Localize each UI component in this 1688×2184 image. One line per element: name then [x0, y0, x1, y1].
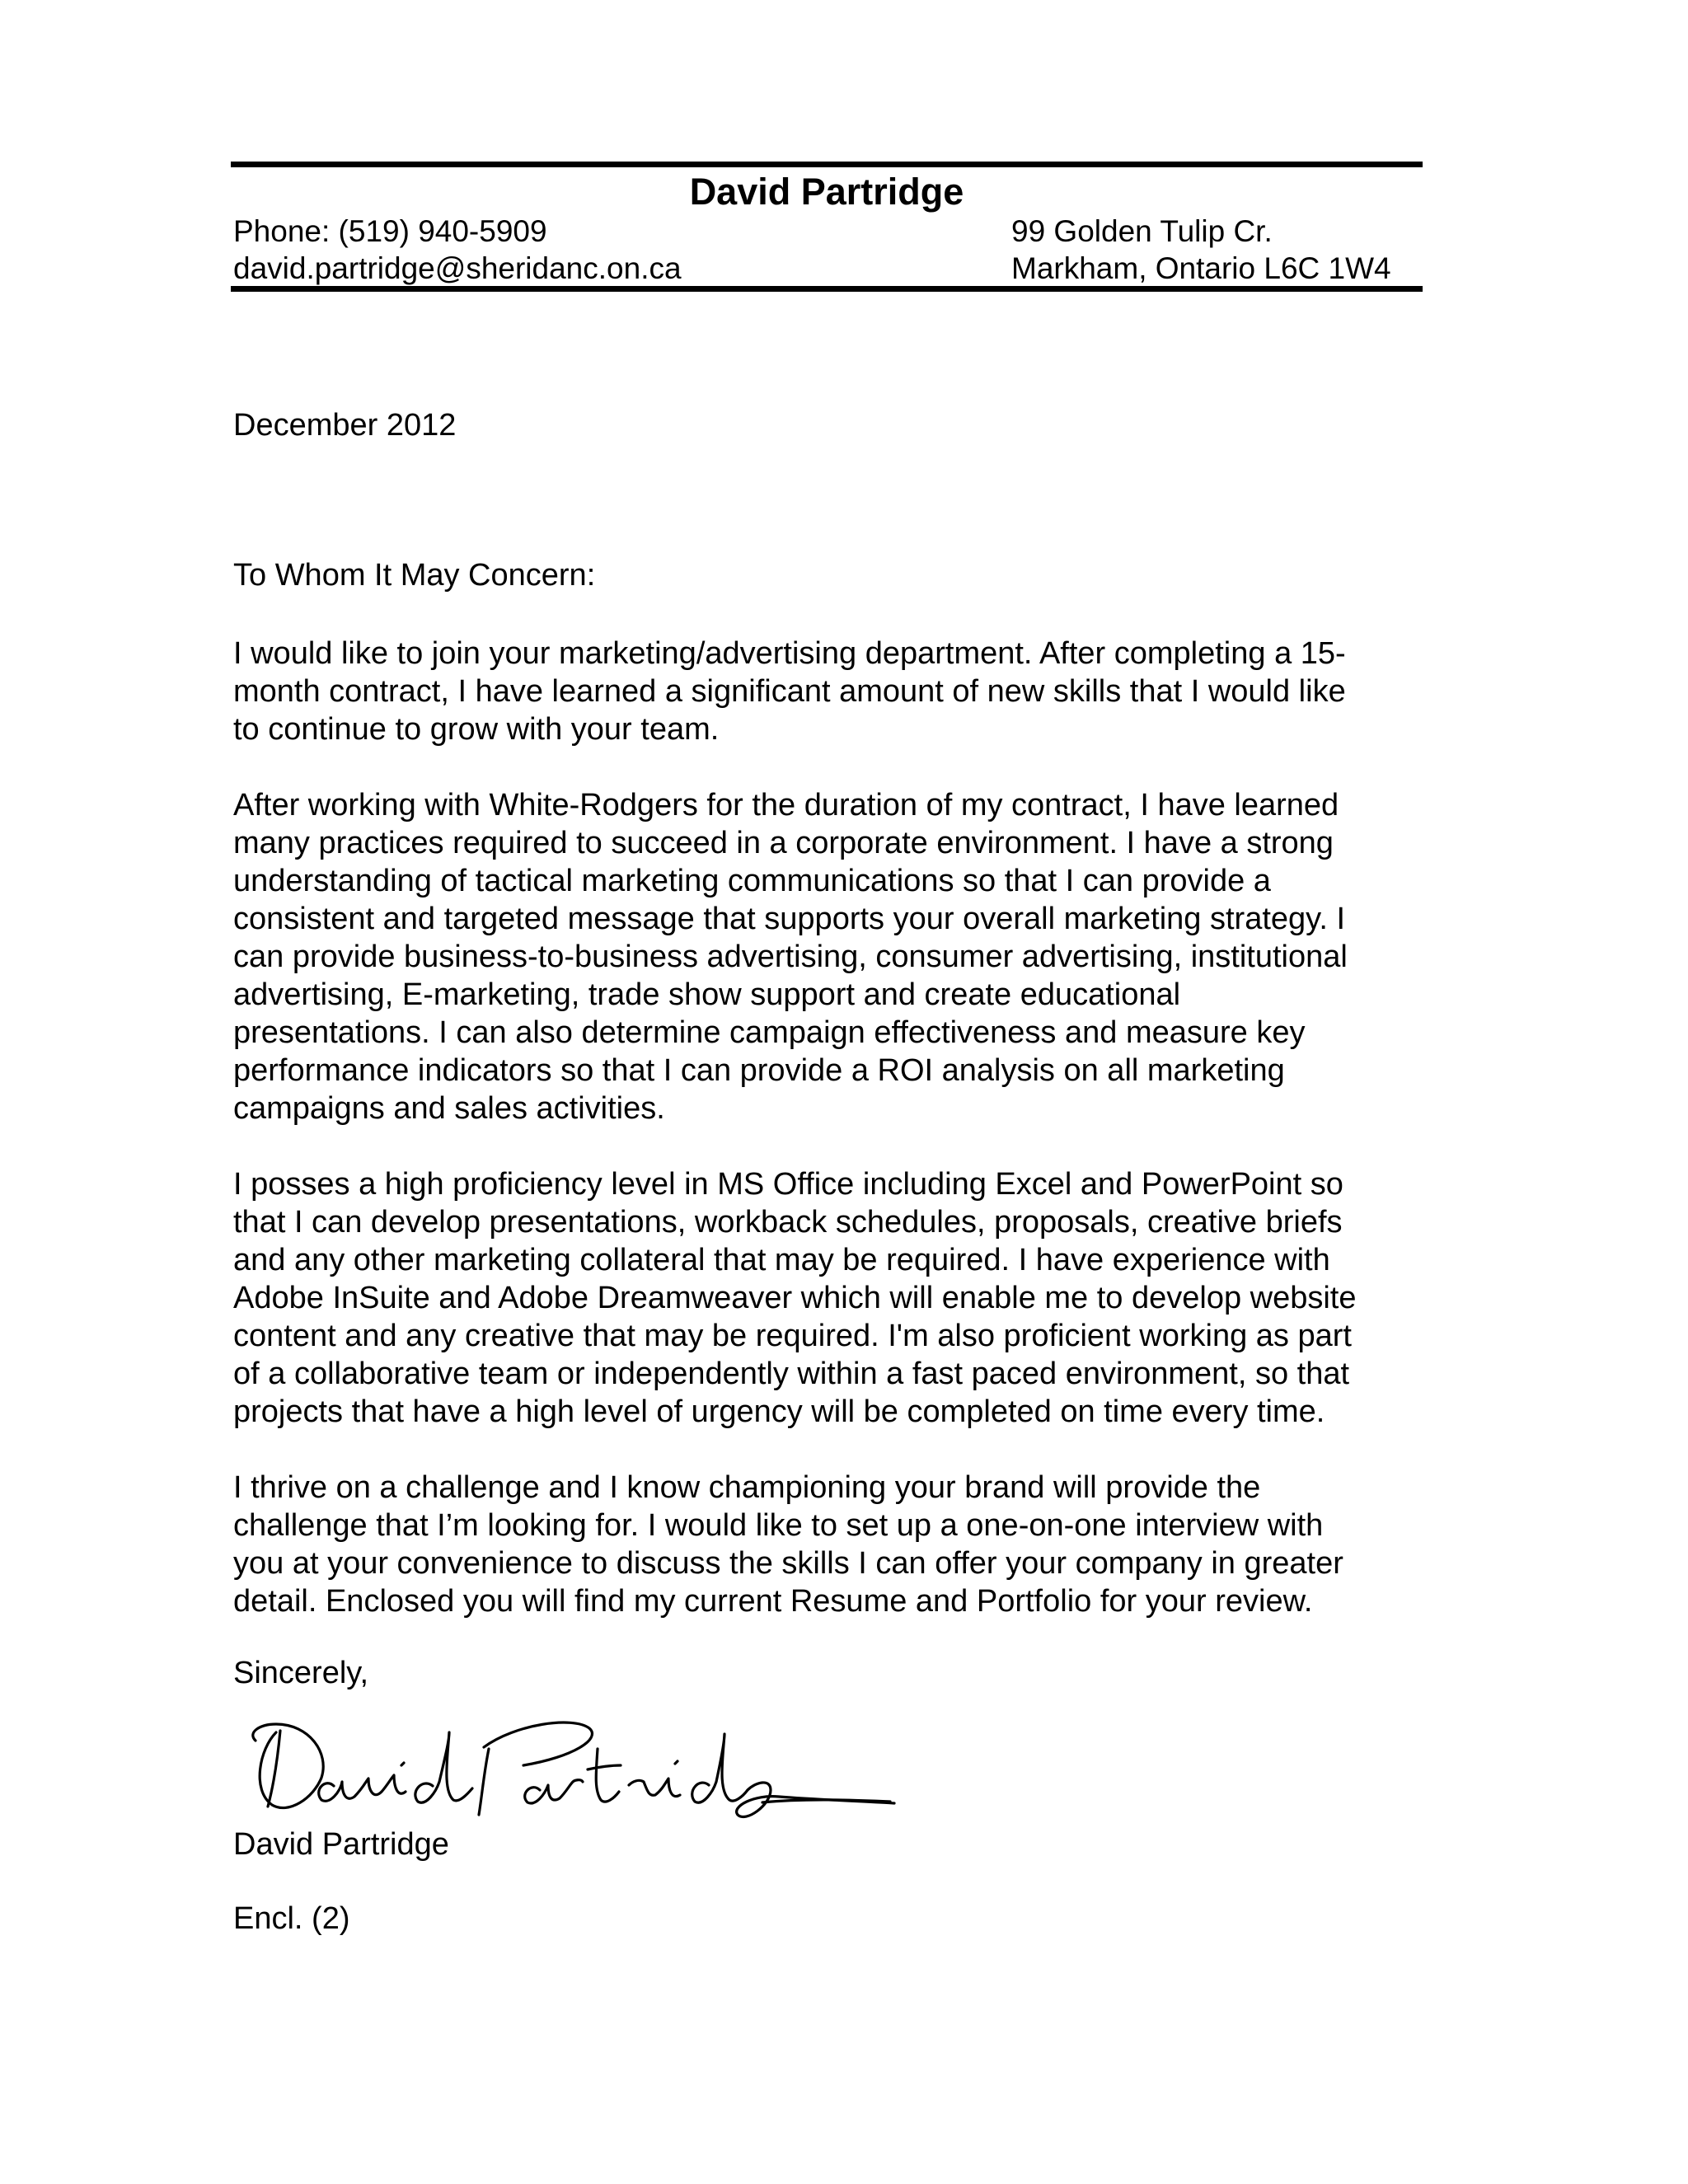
- body-line: After working with White-Rodgers for the duration of my contract, I have learned: [233, 788, 1339, 823]
- body-line: consistent and targeted message that supports your overall marketing strategy. I: [233, 902, 1345, 936]
- body-paragraph-2: [233, 786, 1428, 1127]
- body-line: challenge that I’m looking for. I would like to set up a one-on-one interview with: [233, 1508, 1324, 1543]
- body-line: can provide business-to-business advertising, consumer advertising, institutional: [233, 940, 1348, 974]
- body-line: detail. Enclosed you will find my current Resume and Portfolio for your review.: [233, 1584, 1313, 1619]
- sender-phone: Phone: (519) 940-5909: [233, 214, 547, 248]
- body-line: content and any creative that may be required. I'm also proficient working as part: [233, 1319, 1352, 1353]
- body-line: presentations. I can also determine campaign effectiveness and measure key: [233, 1015, 1306, 1050]
- body-line: I would like to join your marketing/advertising department. After completing a 15-: [233, 636, 1346, 671]
- enclosure-note: Encl. (2): [233, 1901, 350, 1936]
- signed-name: David Partridge: [233, 1827, 449, 1862]
- sender-address-line2: Markham, Ontario L6C 1W4: [1011, 251, 1391, 285]
- body-line: performance indicators so that I can provide a ROI analysis on all marketing: [233, 1053, 1285, 1088]
- contact-right-block: [1011, 213, 1391, 287]
- sender-name-heading: David Partridge: [689, 171, 964, 213]
- header-bottom-rule: [231, 286, 1423, 292]
- letter-closing: Sincerely,: [233, 1656, 369, 1690]
- body-line: month contract, I have learned a significant amount of new skills that I would like: [233, 674, 1346, 709]
- body-line: I thrive on a challenge and I know championing your brand will provide the: [233, 1470, 1261, 1505]
- body-line: that I can develop presentations, workback schedules, proposals, creative briefs: [233, 1205, 1343, 1240]
- body-paragraph-1: [233, 635, 1428, 748]
- contact-left-block: [233, 213, 682, 287]
- body-line: Adobe InSuite and Adobe Dreamweaver which will enable me to develop website: [233, 1281, 1357, 1315]
- body-paragraph-4: [233, 1469, 1428, 1620]
- handwritten-signature: [243, 1699, 903, 1823]
- body-line: understanding of tactical marketing communications so that I can provide a: [233, 864, 1271, 898]
- header-top-rule: [231, 162, 1423, 167]
- body-line: many practices required to succeed in a corporate environment. I have a strong: [233, 826, 1334, 860]
- body-line: and any other marketing collateral that may be required. I have experience with: [233, 1243, 1330, 1277]
- sender-email: david.partridge@sheridanc.on.ca: [233, 251, 682, 285]
- body-line: to continue to grow with your team.: [233, 712, 720, 747]
- body-line: advertising, E-marketing, trade show support and create educational: [233, 977, 1181, 1012]
- body-paragraph-3: [233, 1165, 1428, 1431]
- sender-address-line1: 99 Golden Tulip Cr.: [1011, 214, 1273, 248]
- body-line: projects that have a high level of urgency will be completed on time every time.: [233, 1394, 1325, 1429]
- letter-salutation: To Whom It May Concern:: [233, 558, 596, 593]
- letter-date: December 2012: [233, 408, 457, 443]
- body-line: I posses a high proficiency level in MS Office including Excel and PowerPoint so: [233, 1167, 1343, 1202]
- body-line: campaigns and sales activities.: [233, 1091, 665, 1126]
- body-line: of a collaborative team or independently within a fast paced environment, so that: [233, 1357, 1350, 1391]
- body-line: you at your convenience to discuss the skills I can offer your company in greater: [233, 1546, 1343, 1581]
- letter-body: [233, 635, 1428, 1658]
